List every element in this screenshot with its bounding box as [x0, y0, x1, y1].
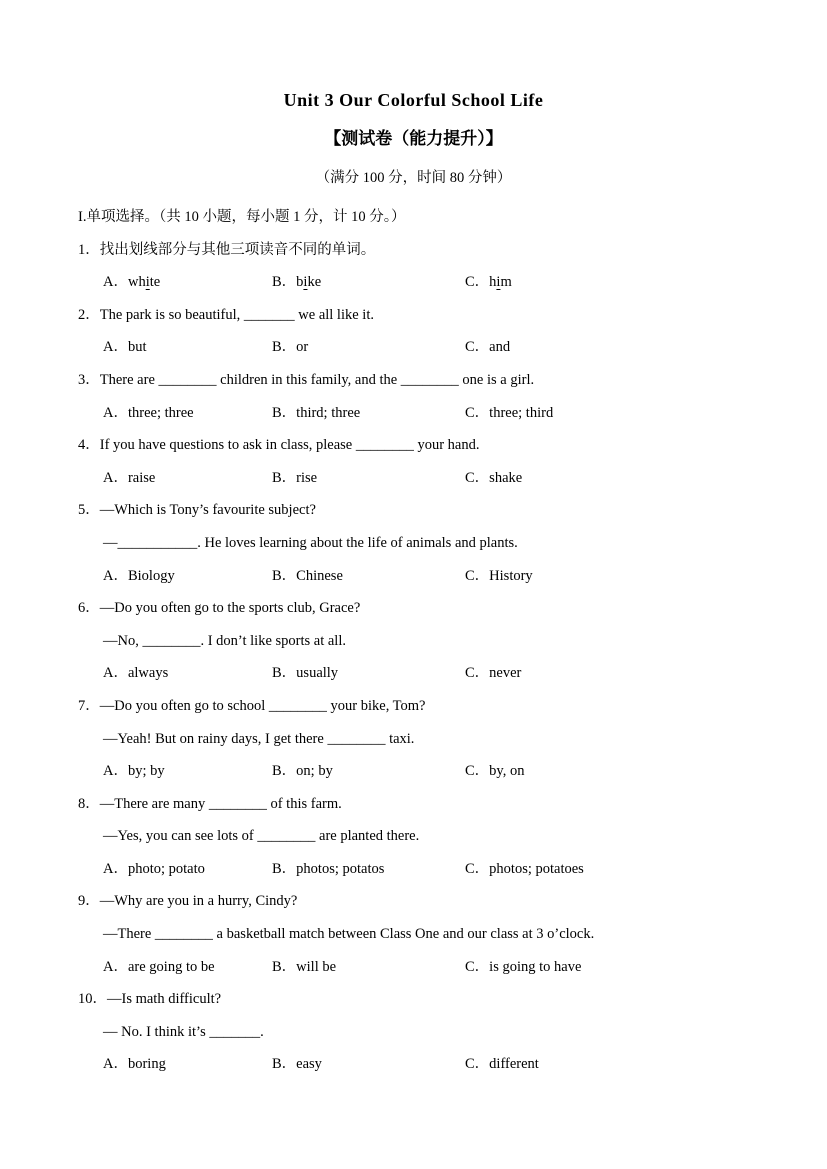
option-a: A．always: [103, 665, 169, 682]
paper-subtitle: 【测试卷（能力提升）】: [324, 129, 503, 148]
question-6-answer-line: —No, ________. I don’t like sports at all.: [103, 632, 346, 649]
question-10-text: 10．—Is math difficult?: [78, 991, 222, 1008]
question-7-answer-line: —Yeah! But on rainy days, I get there ________ taxi.: [103, 730, 415, 747]
question-10: [78, 983, 767, 1081]
option-a: A．boring: [103, 1056, 166, 1073]
question-4-text: 4．If you have questions to ask in class, please ________ your hand.: [78, 437, 480, 454]
question-9-answer-line: —There ________ a basketball match between Class One and our class at 3 o’clock.: [103, 926, 595, 943]
question-3-text: 3．There are ________ children in this family, and the ________ one is a girl.: [78, 371, 535, 388]
option-c: C．him: [465, 274, 512, 291]
question-10-options: [78, 1048, 767, 1081]
question-5-answer-line: —___________. He loves learning about the life of animals and plants.: [103, 534, 518, 551]
option-b: B．on; by: [272, 763, 333, 780]
question-5-text: 5．—Which is Tony’s favourite subject?: [78, 502, 316, 519]
option-c: C．photos; potatoes: [465, 860, 584, 877]
question-3: [78, 364, 767, 429]
question-1: [78, 234, 767, 299]
option-a: A．but: [103, 339, 147, 356]
option-b: B．third; three: [272, 404, 361, 421]
question-9: [78, 885, 767, 983]
score-info: （满分 100 分，时间 80 分钟）: [315, 170, 512, 186]
question-8-answer-line: —Yes, you can see lots of ________ are planted there.: [103, 828, 420, 845]
question-7: [78, 690, 767, 788]
option-b: B．rise: [272, 469, 318, 486]
option-c: C．by, on: [465, 763, 525, 780]
option-c: C．and: [465, 339, 511, 356]
question-4-options: [78, 462, 767, 495]
option-b: B．will be: [272, 958, 337, 975]
question-10-answer-line: — No. I think it’s _______.: [103, 1023, 264, 1040]
option-a: A．are going to be: [103, 958, 215, 975]
option-a: A．white: [103, 274, 161, 291]
question-2: [78, 299, 767, 364]
question-6-text: 6．—Do you often go to the sports club, Grace?: [78, 600, 361, 617]
question-2-options: [78, 331, 767, 364]
option-b: B．photos; potatos: [272, 860, 385, 877]
option-b: B．or: [272, 339, 309, 356]
question-9-options: [78, 951, 767, 984]
question-9-text: 9．—Why are you in a hurry, Cindy?: [78, 893, 298, 910]
questions-section: [0, 201, 827, 1081]
question-8-options: [78, 853, 767, 886]
option-c: C．History: [465, 567, 533, 584]
question-6: [78, 592, 767, 690]
question-6-options: [78, 657, 767, 690]
question-8: [78, 788, 767, 886]
option-c: C．never: [465, 665, 522, 682]
question-5: [78, 494, 767, 592]
option-b: B．Chinese: [272, 567, 343, 584]
option-a: A．Biology: [103, 567, 175, 584]
question-1-text: 1．找出划线部分与其他三项读音不同的单词。: [78, 241, 376, 258]
section-heading: I.单项选择。（共 10 小题，每小题 1 分，计 10 分。）: [78, 209, 406, 225]
option-a: A．raise: [103, 469, 156, 486]
option-a: A．photo; potato: [103, 860, 205, 877]
page-title: Unit 3 Our Colorful School Life: [283, 90, 544, 110]
option-b: B．easy: [272, 1056, 322, 1073]
option-c: C．is going to have: [465, 958, 582, 975]
question-7-options: [78, 755, 767, 788]
question-2-text: 2．The park is so beautiful, _______ we all like it.: [78, 306, 374, 323]
option-b: B．bike: [272, 274, 322, 291]
question-8-text: 8．—There are many ________ of this farm.: [78, 795, 342, 812]
question-7-text: 7．—Do you often go to school ________ your bike, Tom?: [78, 697, 426, 714]
option-a: A．by; by: [103, 763, 165, 780]
question-4: [78, 429, 767, 494]
question-3-options: [78, 397, 767, 430]
question-5-options: [78, 560, 767, 593]
question-1-options: [78, 266, 767, 299]
option-c: C．shake: [465, 469, 523, 486]
option-a: A．three; three: [103, 404, 194, 421]
option-b: B．usually: [272, 665, 339, 682]
option-c: C．three; third: [465, 404, 554, 421]
option-c: C．different: [465, 1056, 539, 1073]
